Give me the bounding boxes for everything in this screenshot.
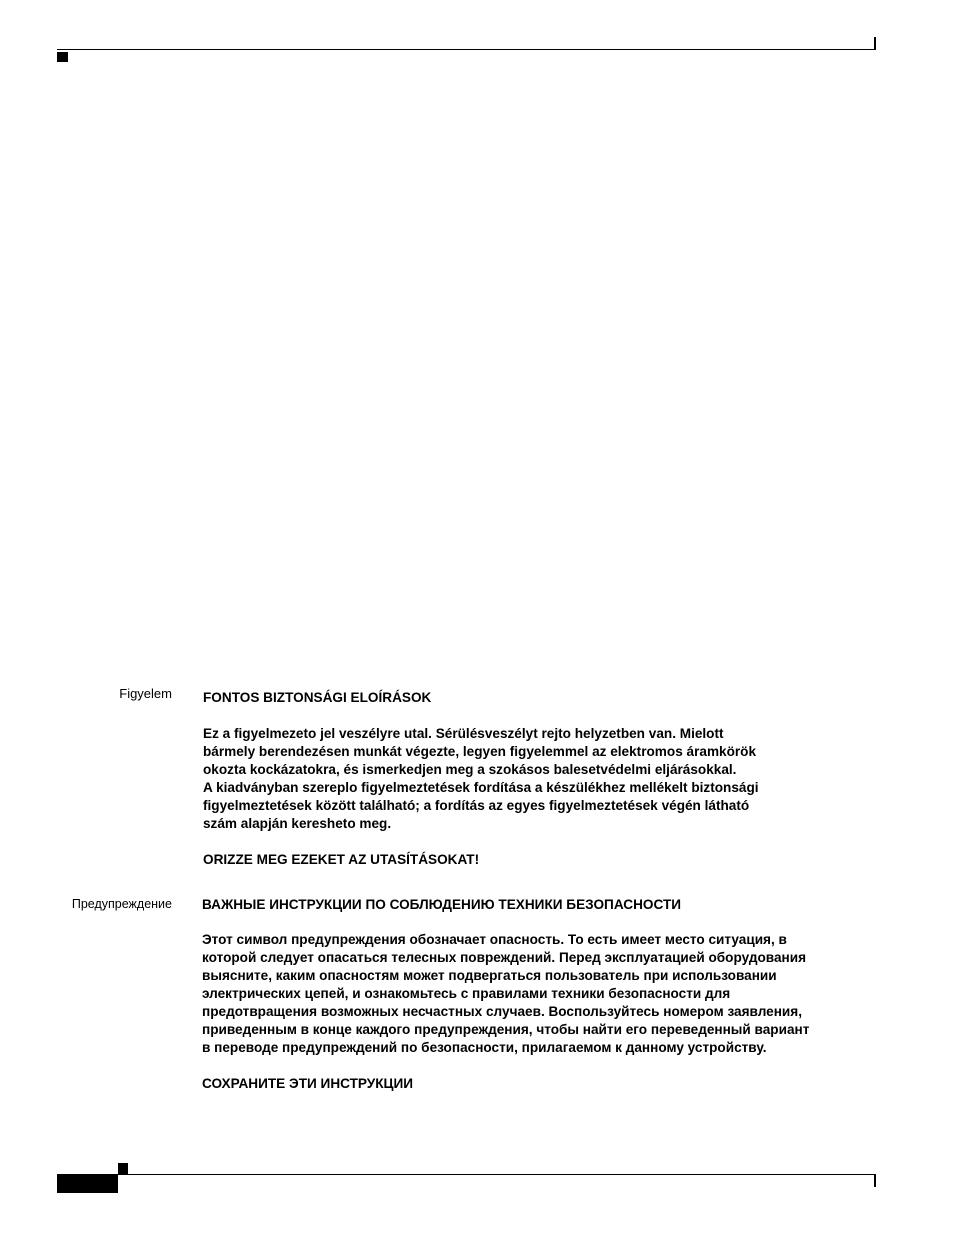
body-line: szám alapján kereshetо meg.: [203, 816, 392, 831]
save-instructions-russian: СОХРАНИТЕ ЭТИ ИНСТРУКЦИИ: [202, 1076, 414, 1091]
footer-page-tab: [57, 1174, 118, 1193]
body-line: в переводе предупреждений по безопасности, прилагаемом к данному устройству.: [202, 1040, 767, 1055]
save-instructions-hungarian: ORIZZE MEG EZEKET AZ UTASÍTÁSOKAT!: [203, 852, 480, 867]
footer-rule: [118, 1174, 876, 1175]
body-line: A kiadványban szereplo figyelmeztetések fordítása a készülékhez mellékelt biztonsági: [203, 780, 759, 795]
body-line: электрических цепей, и ознакомьтесь с правилами техники безопасности для: [202, 986, 731, 1001]
body-line: выясните, каким опасностям может подвергаться пользователь при использовании: [202, 968, 777, 983]
warning-title-hungarian: FONTOS BIZTONSÁGI ELOÍRÁSOK: [203, 690, 432, 705]
warning-body-russian: [202, 931, 809, 1057]
header-rule: [57, 49, 876, 50]
warning-body-hungarian: [203, 725, 759, 833]
footer-tick-mark: [874, 1175, 876, 1187]
body-line: предотвращения возможных несчастных случаев. Воспользуйтесь номером заявления,: [202, 1004, 802, 1019]
body-line: которой следует опасаться телесных повреждений. Перед эксплуатацией оборудования: [202, 950, 806, 965]
warning-label-russian: Предупреждение: [71, 897, 172, 911]
header-square-marker: [57, 52, 68, 62]
body-line: figyelmeztetések között található; a fordítás az egyes figyelmeztetések végén látható: [203, 798, 750, 813]
body-line: okozta kockázatokra, és ismerkedjen meg a szokásos balesetvédelmi eljárásokkal.: [203, 762, 737, 777]
footer-square-marker: [118, 1163, 128, 1174]
body-line: bármely berendezésen munkát végezte, legyen figyelemmel az elektromos áramkörök: [203, 744, 757, 759]
body-line: Ez a figyelmezeto jel veszélyre utal. Sérülésveszélyt rejto helyzetben van. Mielott: [203, 726, 724, 741]
body-line: приведенным в конце каждого предупреждения, чтобы найти его переведенный вариант: [202, 1022, 810, 1037]
header-tick-mark: [874, 37, 876, 50]
warning-title-russian: ВАЖНЫЕ ИНСТРУКЦИИ ПО СОБЛЮДЕНИЮ ТЕХНИКИ БЕЗОПАСНОСТИ: [202, 897, 682, 912]
warning-label-hungarian: Figyelem: [119, 686, 172, 701]
body-line: Этот символ предупреждения обозначает опасность. То есть имеет место ситуация, в: [202, 932, 787, 947]
